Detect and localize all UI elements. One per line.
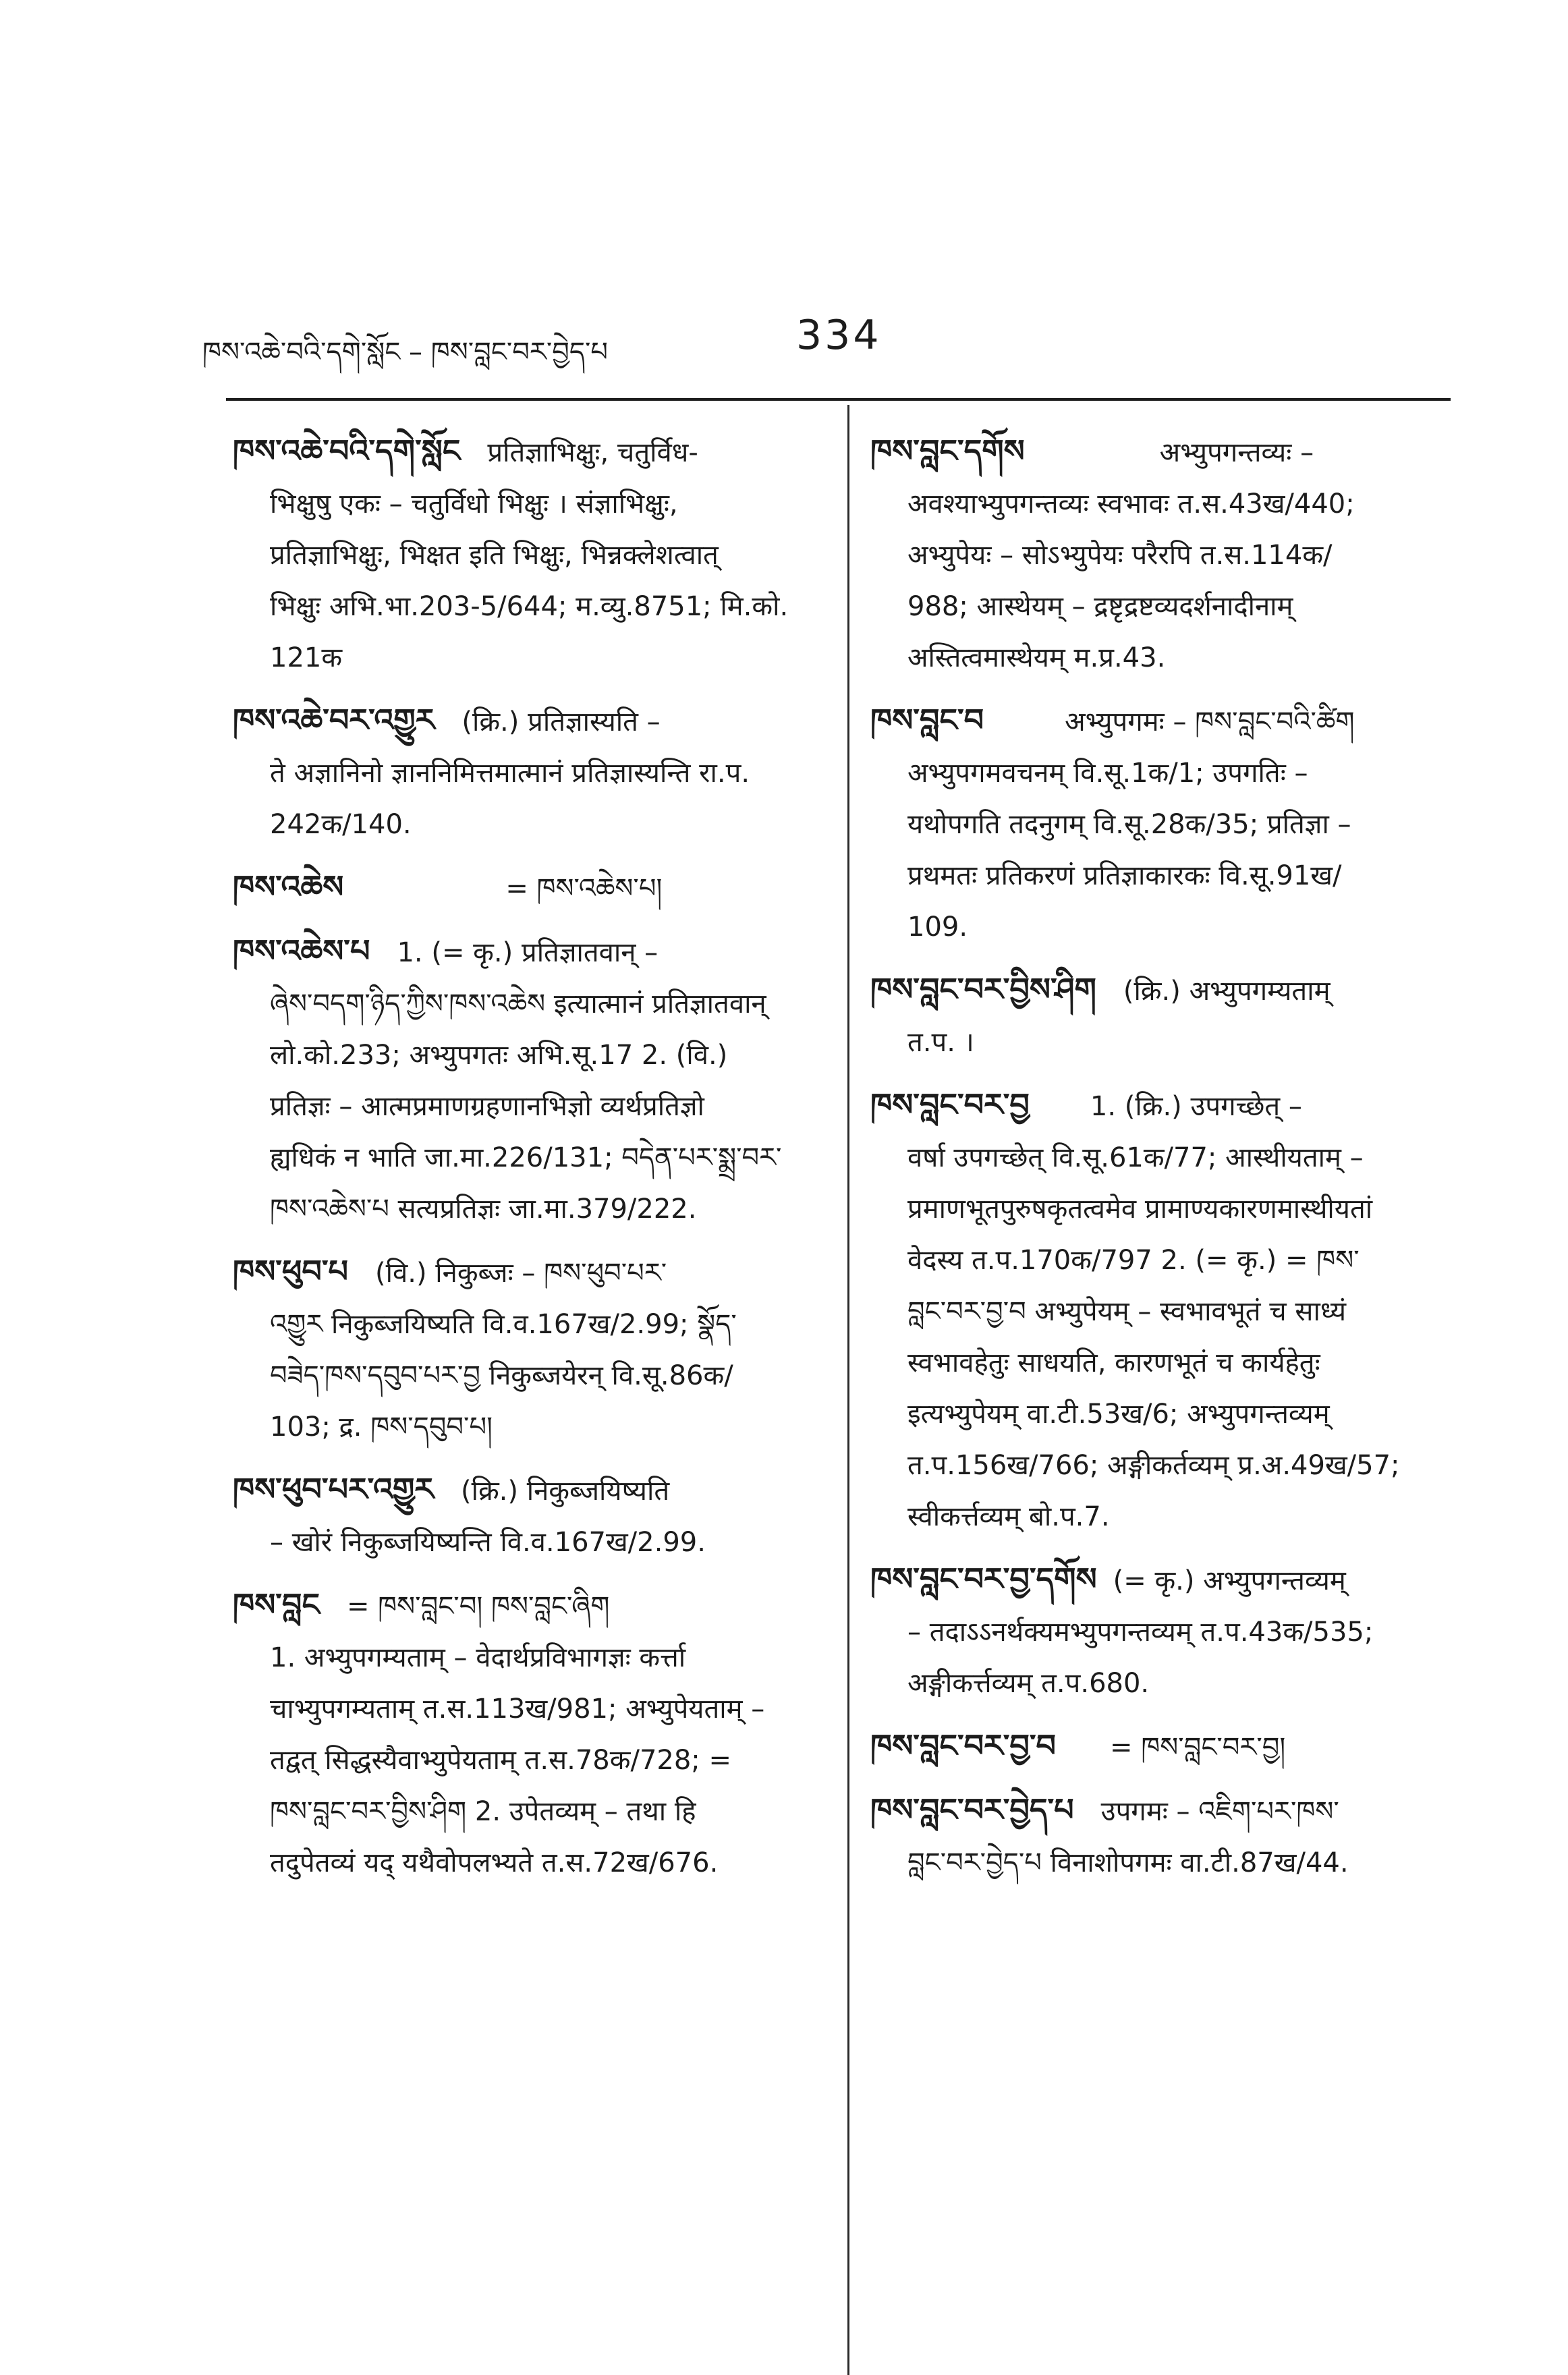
entry-line: 1. (क्रि.) उपगच्छेत् –	[1090, 1091, 1302, 1122]
entry-line: लो.को.233; अभ्युपगतः अभि.सू.17 2. (वि.)	[270, 1040, 728, 1071]
entry-line: वेदस्य त.प.170क/797 2. (= कृ.) = ཁས་	[907, 1245, 1360, 1276]
entry-line: प्रमाणभूतपुरुषकृतत्वमेव प्रामाण्यकारणमास्थीयतां	[907, 1194, 1373, 1225]
entry-line: अभ्युपेयः – सोऽभ्युपेयः परैरपि त.स.114क/	[907, 540, 1333, 571]
entry-line: 103; द्र. ཁས་དབུབ་པ།	[270, 1412, 493, 1443]
entry-headword: ཁས་ཕུབ་པར་འགྱུར	[233, 1471, 434, 1507]
entry-line: ཁས་འཆེས་པ सत्यप्रतिज्ञः जा.मा.379/222.	[270, 1194, 697, 1225]
entry-line: 988; आस्थेयम् – द्रष्टृद्रष्टव्यदर्शनादीनाम्	[907, 591, 1293, 622]
dictionary-entry	[870, 1079, 1457, 1542]
entry-line: इत्यभ्युपेयम् वा.टी.53ख/6; अभ्युपगन्तव्यम्	[907, 1399, 1330, 1430]
entry-headword: ཁས་བླང་བ	[870, 702, 984, 738]
entry-headword: ཁས་བླང་བར་བྱ	[870, 1086, 1030, 1123]
entry-line: བླང་བར་བྱ་བ अभ्युपेयम् – स्वभावभूतं च साध्यं	[907, 1296, 1347, 1327]
entry-line: (वि.) निकुब्जः – ཁས་ཕུབ་པར་	[375, 1258, 667, 1289]
dictionary-entry	[870, 1784, 1457, 1889]
entry-line: अभ्युपगमवचनम् वि.सू.1क/1; उपगतिः –	[907, 758, 1308, 789]
entry-headword: ཁས་བླང་བར་བྱེད་པ	[870, 1791, 1074, 1828]
entry-line: (= कृ.) अभ्युपगन्तव्यम्	[1113, 1565, 1346, 1596]
entry-line: – खोरं निकुब्जयिष्यन्ति वि.व.167ख/2.99.	[270, 1527, 706, 1558]
dictionary-entry	[233, 861, 827, 914]
entry-line: ह्यधिकं न भाति जा.मा.226/131; བདེན་པར་སྨྲ་བར་	[270, 1142, 782, 1173]
entry-line: = ཁས་བླང་བ། ཁས་བླང་ཞིག	[346, 1591, 610, 1622]
entry-line: ཁས་བླང་བར་བྱིས་ཤིག 2. उपेतव्यम् – तथा हि	[270, 1796, 696, 1827]
entry-line: यथोपगति तदनुगम् वि.सू.28क/35; प्रतिज्ञा –	[907, 809, 1351, 840]
entry-headword: ཁས་བླང་བར་བྱིས་ཤིག	[870, 971, 1096, 1007]
dictionary-entry	[870, 1720, 1457, 1773]
entry-line: (क्रि.) प्रतिज्ञास्यति –	[461, 706, 661, 737]
entry-line: འགྱུར निकुब्जयिष्यति वि.व.167ख/2.99; སྣོད་	[270, 1309, 737, 1340]
entry-line: प्रथमतः प्रतिकरणं प्रतिज्ञाकारकः वि.सू.91ख/	[907, 860, 1342, 891]
dictionary-entry	[233, 1463, 827, 1568]
dictionary-entry	[870, 1553, 1457, 1709]
entry-headword: ཁས་བླང	[233, 1586, 320, 1623]
entry-line: (क्रि.) अभ्युपगम्यताम्	[1123, 976, 1331, 1007]
entry-line: अवश्याभ्युपगन्तव्यः स्वभावः त.स.43ख/440;	[907, 488, 1355, 520]
entry-line: ཞེས་བདག་ཉིད་ཀྱིས་ཁས་འཆེས इत्यात्मानं प्रतिज्ञातवान्	[270, 988, 766, 1019]
dictionary-entry	[233, 425, 827, 683]
header-range: ཁས་འཆེ་བའི་དགེ་སློང – ཁས་བླང་བར་བྱེད་པ	[202, 337, 609, 368]
entry-line: भिक्षुः अभि.भा.203-5/644; म.व्यु.8751; मि.को.	[270, 591, 789, 622]
left-column	[233, 425, 827, 1899]
entry-line: त.प. ।	[907, 1027, 974, 1058]
entry-line: ते अज्ञानिनो ज्ञाननिमित्तमात्मानं प्रतिज्ञास्यन्ति रा.प.	[270, 758, 750, 789]
entry-line: प्रतिज्ञाभिक्षुः, चतुर्विध-	[487, 437, 698, 468]
entry-line: अस्तित्वमास्थेयम् म.प्र.43.	[907, 642, 1166, 673]
entry-headword: ཁས་བླང་བར་བྱ་དགོས	[870, 1561, 1097, 1597]
entry-line: བླང་བར་བྱེད་པ विनाशोपगमः वा.टी.87ख/44.	[907, 1847, 1349, 1878]
entry-line: = ཁས་འཆེས་པ།	[505, 873, 663, 904]
page-number: 334	[796, 312, 882, 359]
dictionary-entry	[870, 963, 1457, 1068]
entry-headword: ཁས་བླང་བར་བྱ་བ	[870, 1727, 1057, 1764]
entry-line: (क्रि.) निकुब्जयिष्यति	[461, 1476, 670, 1507]
page-header	[202, 312, 1214, 366]
entry-line: अभ्युपगमः – ཁས་བླང་བའི་ཚིག	[1065, 706, 1355, 737]
entry-headword: ཁས་འཆེ་བའི་དགེ་སློང	[233, 432, 461, 469]
entry-headword: ཁས་འཆེ་བར་འགྱུར	[233, 702, 435, 738]
entry-line: तद्वत् सिद्धस्यैवाभ्युपेयताम् त.स.78क/728; =	[270, 1745, 732, 1776]
right-column	[870, 425, 1457, 1899]
entry-line: 242क/140.	[270, 809, 412, 840]
dictionary-entry	[233, 1579, 827, 1889]
entry-line: བཟེད་ཁས་དབུབ་པར་བྱ निकुब्जयेरन् वि.सू.86क/	[270, 1360, 733, 1391]
entry-headword: ཁས་ཕུབ་པ	[233, 1253, 349, 1289]
entry-line: 121क	[270, 642, 343, 673]
dictionary-entry	[233, 1246, 827, 1453]
entry-line: वर्षा उपगच्छेत् वि.सू.61क/77; आस्थीयताम् –	[907, 1142, 1364, 1173]
entry-line: अभ्युपगन्तव्यः –	[1159, 437, 1314, 468]
dictionary-entry	[233, 694, 827, 850]
column-divider	[847, 405, 849, 2375]
entry-line: स्वीकर्त्तव्यम् बो.प.7.	[907, 1501, 1110, 1532]
entry-headword: ཁས་འཆེས	[233, 868, 344, 905]
dictionary-entry	[870, 425, 1457, 683]
entry-line: 1. (= कृ.) प्रतिज्ञातवान् –	[397, 937, 659, 968]
entry-line: प्रतिज्ञः – आत्मप्रमाणग्रहणानभिज्ञो व्यर्थप्रतिज्ञो	[270, 1091, 704, 1122]
entry-line: त.प.156ख/766; अङ्गीकर्तव्यम् प्र.अ.49ख/57;	[907, 1450, 1400, 1481]
entry-line: 1. अभ्युपगम्यताम् – वेदार्थप्रविभागज्ञः कर्त्ता	[270, 1642, 686, 1673]
entry-line: – तदाऽऽनर्थक्यमभ्युपगन्तव्यम् त.प.43क/535;	[907, 1617, 1374, 1648]
entry-line: चाभ्युपगम्यताम् त.स.113ख/981; अभ्युपेयताम् –	[270, 1694, 765, 1725]
dictionary-entry	[870, 694, 1457, 953]
entry-line: स्वभावहेतुः साधयति, कारणभूतं च कार्यहेतुः	[907, 1347, 1320, 1378]
entry-line: तदुपेतव्यं यद् यथैवोपलभ्यते त.स.72ख/676.	[270, 1847, 719, 1878]
entry-headword: ཁས་འཆེས་པ	[233, 932, 370, 969]
dictionary-entry	[233, 925, 827, 1235]
entry-line: = ཁས་བླང་བར་བྱ།	[1110, 1732, 1286, 1763]
entry-headword: ཁས་བླང་དགོས	[870, 432, 1025, 469]
header-rule	[226, 398, 1451, 401]
entry-line: प्रतिज्ञाभिक्षुः, भिक्षत इति भिक्षुः, भिन्नक्लेशत्वात्	[270, 540, 719, 571]
entry-line: भिक्षुषु एकः – चतुर्विधो भिक्षुः । संज्ञाभिक्षुः,	[270, 488, 678, 520]
entry-line: 109.	[907, 912, 968, 943]
entry-line: अङ्गीकर्त्तव्यम् त.प.680.	[907, 1668, 1150, 1699]
entry-line: उपगमः – འཇིག་པར་ཁས་	[1100, 1796, 1339, 1827]
